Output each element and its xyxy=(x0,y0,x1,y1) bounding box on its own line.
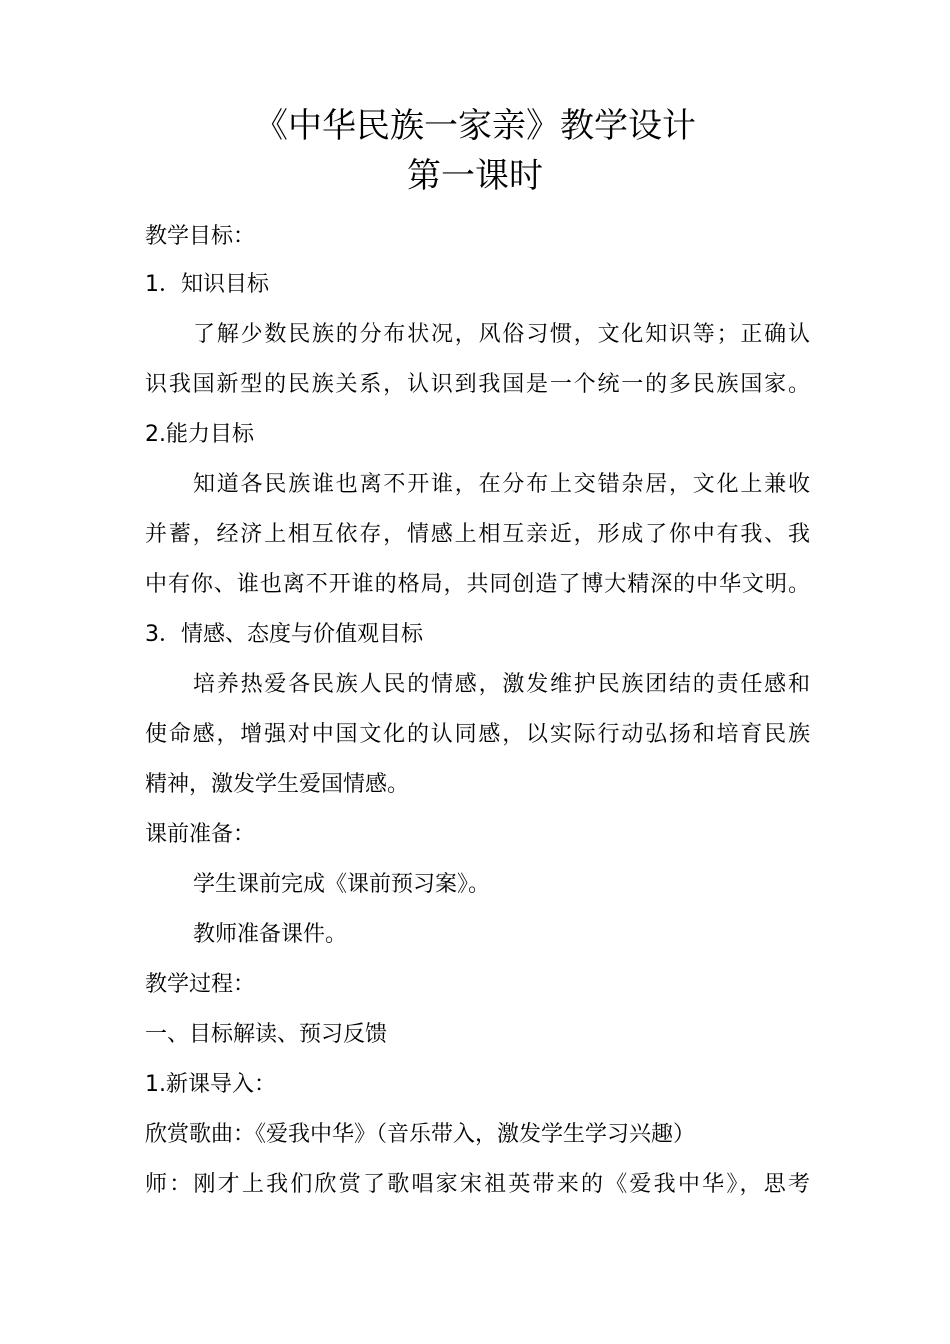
paragraph-line: 中有你、谁也离不开谁的格局，共同创造了博大精深的中华文明。 xyxy=(145,572,810,597)
paragraph-line: 并蓄，经济上相互依存，情感上相互亲近，形成了你中有我、我 xyxy=(145,522,810,547)
objective-heading-ability: 2.能力目标 xyxy=(145,422,254,447)
paragraph-line: 识我国新型的民族关系，认识到我国是一个统一的多民族国家。 xyxy=(145,372,810,397)
preparation-item: 学生课前完成《课前预习案》。 xyxy=(193,872,491,897)
preparation-item: 教师准备课件。 xyxy=(193,922,348,947)
process-substep-heading: 1.新课导入： xyxy=(145,1072,276,1097)
paragraph-line: 精神，激发学生爱国情感。 xyxy=(145,772,410,797)
objective-heading-knowledge: 1．知识目标 xyxy=(145,272,269,297)
paragraph-line: 欣赏歌曲：《爱我中华》（音乐带入，激发学生学习兴趣） xyxy=(145,1122,696,1147)
paragraph-line: 使命感，增强对中国文化的认同感，以实际行动弘扬和培育民族 xyxy=(145,722,810,747)
paragraph-line: 知道各民族谁也离不开谁，在分布上交错杂居，文化上兼收 xyxy=(193,472,810,497)
section-heading-preparation: 课前准备： xyxy=(145,822,256,847)
objective-heading-emotion: 3．情感、态度与价值观目标 xyxy=(145,622,423,647)
paragraph-line: 培养热爱各民族人民的情感，激发维护民族团结的责任感和 xyxy=(193,672,810,697)
section-heading-process: 教学过程： xyxy=(145,972,256,997)
document-subtitle: 第一课时 xyxy=(407,156,543,196)
paragraph-line: 了解少数民族的分布状况，风俗习惯，文化知识等；正确认 xyxy=(193,322,810,347)
document-title: 《中华民族一家亲》教学设计 xyxy=(254,106,696,146)
paragraph-line: 师：刚才上我们欣赏了歌唱家宋祖英带来的《爱我中华》，思考 xyxy=(145,1172,810,1197)
process-step-heading: 一、目标解读、预习反馈 xyxy=(145,1022,388,1047)
section-heading-objectives: 教学目标： xyxy=(145,224,256,249)
